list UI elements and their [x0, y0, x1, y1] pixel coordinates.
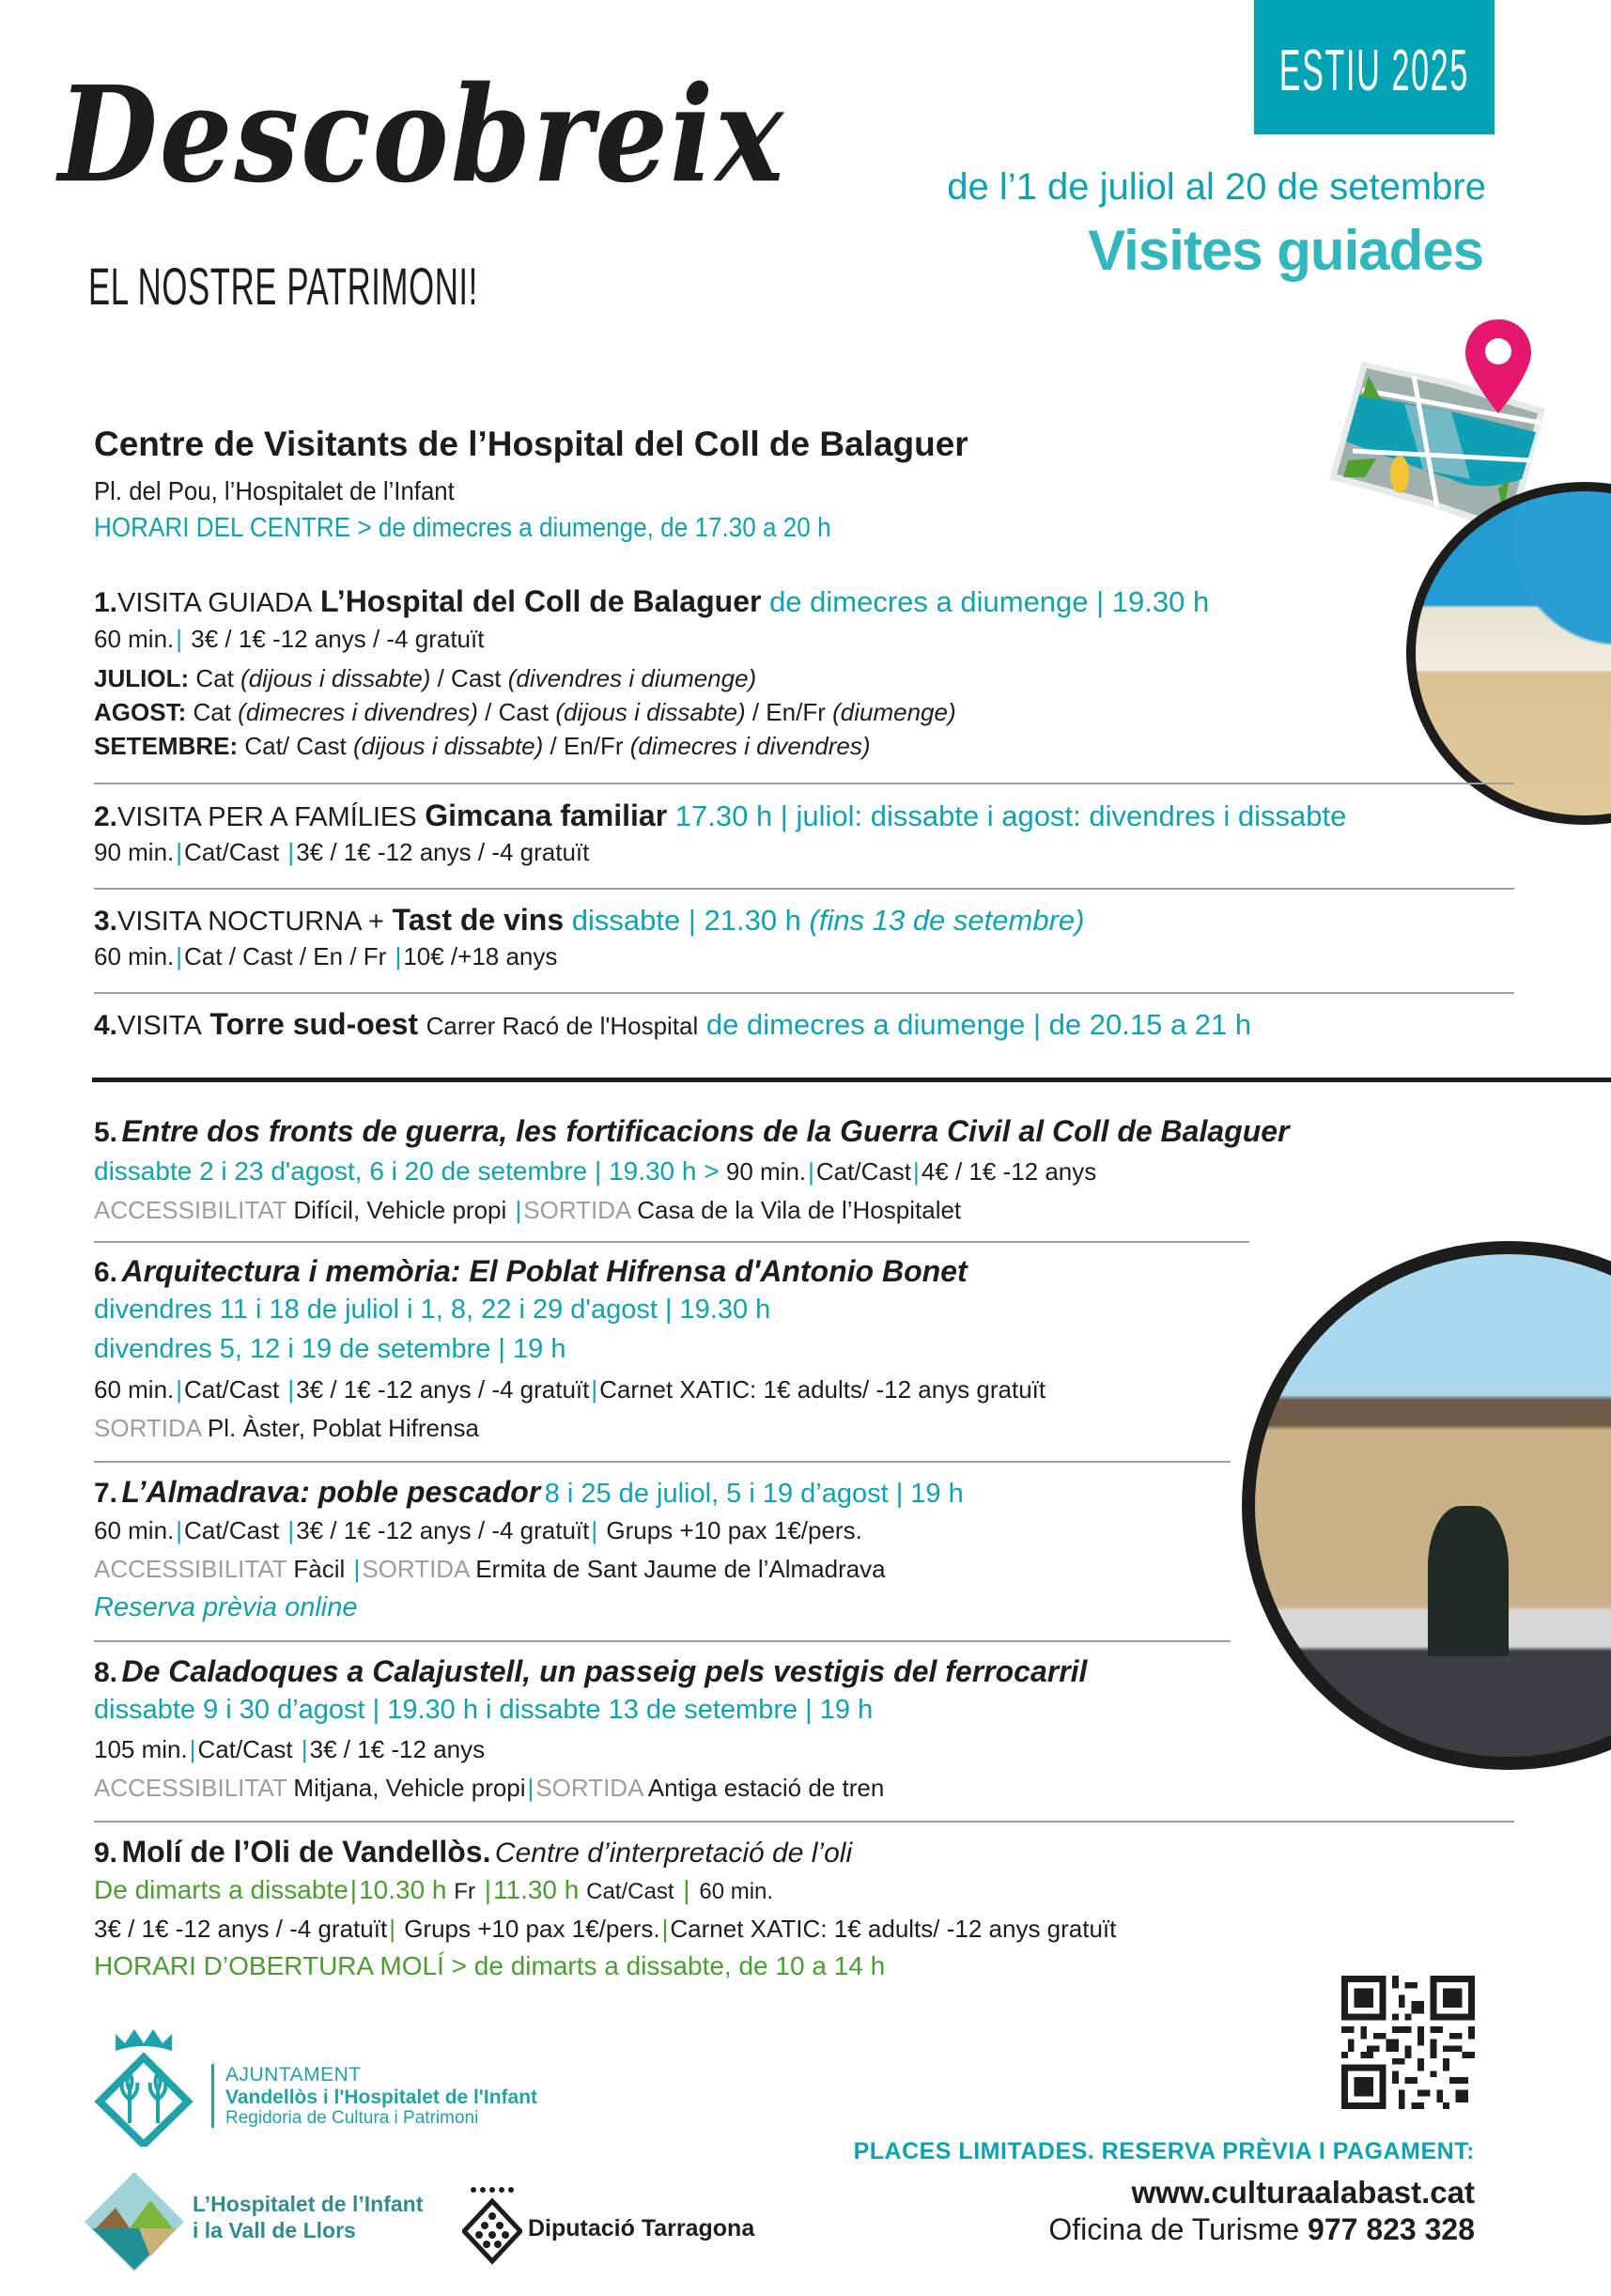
visit-price: 3€ / 1€ -12 anys / -4 gratuït	[296, 1516, 590, 1544]
visit-3-details: 60 min.|Cat / Cast / En / Fr |10€ /+18 anys	[94, 942, 558, 970]
start-label: SORTIDA	[94, 1414, 201, 1442]
visit-number: 1.	[94, 587, 118, 618]
visit-price: 3€ / 1€ -12 anys / -4 gratuït	[296, 838, 590, 866]
days: (dijous i dissabte)	[240, 664, 431, 692]
visit-price: 3€ / 1€ -12 anys / -4 gratuït	[94, 1915, 388, 1943]
ajuntament-line-2: Vandellòs i l'Hospitalet de l'Infant	[225, 2086, 538, 2108]
access-label: ACCESSIBILITAT	[94, 1774, 287, 1802]
days: (diumenge)	[832, 698, 956, 726]
visit-1-lang-september	[94, 732, 871, 761]
visit-number: 9.	[94, 1838, 118, 1869]
divider	[94, 888, 1514, 890]
visit-extra: Grups +10 pax 1€/pers.	[606, 1516, 862, 1544]
visit-days: De dimarts a dissabte	[94, 1875, 349, 1904]
visit-extra: Carnet XATIC: 1€ adults/ -12 anys gratuït	[599, 1375, 1046, 1404]
visit-duration: 60 min.	[699, 1879, 774, 1904]
visit-duration: 60 min.	[94, 625, 175, 653]
visit-5-access: ACCESSIBILITAT Difícil, Vehicle propi |SORTIDA Casa de la Vila de l’Hospitalet	[94, 1196, 962, 1224]
visit-duration: 105 min.	[94, 1735, 188, 1763]
hospitalet-logo-text	[193, 2192, 423, 2243]
visit-1-details: 60 min.| 3€ / 1€ -12 anys / -4 gratuït	[94, 625, 485, 653]
visit-8-title	[94, 1654, 1087, 1689]
section-divider	[92, 1078, 1611, 1082]
visit-lang: Cat/Cast	[197, 1735, 293, 1763]
start-label: SORTIDA	[523, 1196, 630, 1224]
visit-lang: Cat/Cast	[184, 1375, 280, 1404]
photo-moli-oli-vandellos	[1242, 1241, 1611, 1770]
divider	[94, 1640, 1231, 1642]
start-label: SORTIDA	[535, 1774, 643, 1802]
visit-time: 11.30 h	[493, 1875, 580, 1904]
visit-2-details: 90 min.|Cat/Cast |3€ / 1€ -12 anys / -4 gratuït	[94, 838, 590, 866]
visit-7-title	[94, 1475, 964, 1510]
visit-duration: 90 min.	[725, 1157, 807, 1186]
divider	[94, 1461, 1231, 1463]
lang: / En/Fr	[751, 698, 826, 726]
access-label: ACCESSIBILITAT	[94, 1196, 287, 1224]
days: (dijous i dissabte)	[555, 698, 746, 726]
access-value: Difícil, Vehicle propi	[293, 1196, 507, 1224]
divider	[94, 1241, 1249, 1243]
hospitalet-vall-llors-logo-icon	[83, 2170, 186, 2273]
visit-8-dates: dissabte 9 i 30 d’agost | 19.30 h i dissabte 13 de setembre | 19 h	[94, 1695, 874, 1725]
start-value: Antiga estació de tren	[647, 1774, 885, 1802]
start-value: Pl. Àster, Poblat Hifrensa	[207, 1414, 479, 1442]
days: (divendres i diumenge)	[507, 664, 757, 692]
start-label: SORTIDA	[362, 1555, 469, 1583]
visit-2-heading	[94, 799, 1346, 833]
ajuntament-logo-text	[211, 2064, 537, 2128]
visit-price: 4€ / 1€ -12 anys	[921, 1157, 1097, 1186]
days: (dijous i dissabte)	[352, 732, 544, 760]
hospitalet-line-1: L’Hospitalet de l’Infant	[193, 2192, 424, 2216]
lang: Cat	[195, 664, 234, 692]
visit-time: 10.30 h	[359, 1875, 447, 1904]
lang: / Cast	[485, 698, 550, 726]
page-heading: Visites guiades	[1088, 219, 1483, 282]
qr-code[interactable]	[1341, 1976, 1475, 2109]
divider	[94, 783, 1514, 784]
centre-title: Centre de Visitants de l’Hospital del Coll de Balaguer	[94, 425, 968, 463]
booking-link[interactable]: Reserva prèvia online	[94, 1592, 358, 1622]
start-value: Ermita de Sant Jaume de l’Almadrava	[475, 1555, 886, 1583]
visit-9-title	[94, 1835, 852, 1869]
visit-6-details: 60 min.|Cat/Cast |3€ / 1€ -12 anys / -4 gratuït|Carnet XATIC: 1€ adults/ -12 anys gratuït	[94, 1375, 1046, 1404]
divider	[94, 1821, 1514, 1823]
season-badge	[1254, 0, 1495, 134]
visit-6-start	[94, 1414, 479, 1443]
visit-7-details: 60 min.|Cat/Cast |3€ / 1€ -12 anys / -4 gratuït| Grups +10 pax 1€/pers.	[94, 1516, 862, 1544]
season-badge-label: ESTIU 2025	[1278, 39, 1470, 103]
visit-schedule: dissabte | 21.30 h	[571, 904, 801, 937]
visit-number: 6.	[94, 1257, 118, 1288]
visit-kind: VISITA NOCTURNA +	[117, 907, 384, 937]
office-label: Oficina de Turisme	[1048, 2212, 1300, 2246]
visit-lang: Fr	[454, 1879, 475, 1904]
tourism-office	[1048, 2212, 1475, 2247]
visit-8-details: 105 min.|Cat/Cast |3€ / 1€ -12 anys	[94, 1735, 486, 1763]
visit-1-lang-august	[94, 698, 956, 727]
month-label: AGOST:	[94, 698, 187, 726]
visit-kind: VISITA PER A FAMÍLIES	[117, 802, 417, 832]
access-value: Mitjana, Vehicle propi	[293, 1774, 526, 1802]
office-phone[interactable]: 977 823 328	[1308, 2212, 1475, 2246]
visit-1-heading	[94, 584, 1209, 619]
lang: Cat/ Cast	[244, 732, 347, 760]
visit-3-heading	[94, 903, 1084, 938]
visit-name: Gimcana familiar	[425, 799, 668, 832]
visit-duration: 60 min.	[94, 942, 175, 970]
month-label: JULIOL:	[94, 664, 190, 692]
visit-duration: 90 min.	[94, 838, 175, 866]
booking-notice: PLACES LIMITADES. RESERVA PRÈVIA I PAGAMENT:	[853, 2138, 1475, 2164]
visit-duration: 60 min.	[94, 1516, 175, 1544]
visit-8-access: ACCESSIBILITAT Mitjana, Vehicle propi|SORTIDA Antiga estació de tren	[94, 1774, 885, 1802]
visit-lang: Cat/Cast	[184, 1516, 280, 1544]
visit-1-lang-july	[94, 664, 756, 693]
visit-6-dates-1: divendres 11 i 18 de juliol i 1, 8, 22 i 29 d'agost | 19.30 h	[94, 1295, 771, 1325]
visit-kind: VISITA GUIADA	[117, 588, 313, 618]
visit-lang: Cat/Cast	[815, 1157, 912, 1186]
diputacio-tarragona-logo-icon	[462, 2184, 522, 2269]
visit-number: 4.	[94, 1010, 118, 1041]
visit-number: 5.	[94, 1117, 118, 1148]
visit-kind: VISITA	[117, 1011, 202, 1041]
visit-6-title	[94, 1254, 968, 1289]
start-value: Casa de la Vila de l’Hospitalet	[637, 1196, 962, 1224]
hospitalet-line-2: i la Vall de Llors	[193, 2217, 356, 2242]
centre-address: Pl. del Pou, l’Hospitalet de l’Infant	[94, 476, 455, 505]
visit-dates: 8 i 25 de juliol, 5 i 19 d’agost | 19 h	[544, 1479, 964, 1509]
visit-9-details: 3€ / 1€ -12 anys / -4 gratuït| Grups +10 pax 1€/pers.|Carnet XATIC: 1€ adults/ -12 anys gratuït	[94, 1915, 1117, 1943]
month-label: SETEMBRE:	[94, 732, 239, 760]
visit-lang: Cat / Cast / En / Fr	[184, 942, 387, 970]
divider	[94, 992, 1514, 994]
visit-name: Torre sud-oest	[209, 1007, 419, 1041]
visit-groups: Grups +10 pax 1€/pers.	[404, 1915, 660, 1943]
ajuntament-crest-icon	[92, 2025, 195, 2147]
visit-schedule: de dimecres a diumenge | 19.30 h	[769, 585, 1210, 618]
visit-number: 8.	[94, 1657, 118, 1688]
days: (dimecres i divendres)	[238, 698, 478, 726]
visit-dates: dissabte 2 i 23 d'agost, 6 i 20 de setembre | 19.30 h >	[94, 1156, 720, 1186]
visit-price: 10€ /+18 anys	[403, 942, 558, 970]
lang: Cat	[193, 698, 231, 726]
visit-price: 3€ / 1€ -12 anys / -4 gratuït	[296, 1375, 590, 1404]
visit-lang: Cat/Cast	[184, 838, 280, 866]
lang: / En/Fr	[550, 732, 624, 760]
visit-title: Arquitectura i memòria: El Poblat Hifrensa d'Antonio Bonet	[121, 1254, 968, 1288]
website-link[interactable]: www.culturaalabast.cat	[1131, 2175, 1475, 2210]
visit-extra: Carnet XATIC: 1€ adults/ -12 anys gratuït	[670, 1915, 1117, 1943]
visit-price: 3€ / 1€ -12 anys	[309, 1735, 486, 1763]
ajuntament-line-1: AJUNTAMENT	[225, 2064, 362, 2086]
visit-location: Carrer Racó de l'Hospital	[426, 1012, 699, 1040]
visit-7-access: ACCESSIBILITAT Fàcil |SORTIDA Ermita de Sant Jaume de l’Almadrava	[94, 1555, 886, 1583]
visit-4-heading	[94, 1007, 1251, 1042]
visit-6-dates-2: divendres 5, 12 i 19 de setembre | 19 h	[94, 1334, 566, 1364]
access-label: ACCESSIBILITAT	[94, 1555, 287, 1583]
visit-price: 3€ / 1€ -12 anys / -4 gratuït	[191, 625, 485, 653]
visit-schedule: de dimecres a diumenge | de 20.15 a 21 h	[705, 1008, 1252, 1041]
diputacio-logo-text: Diputació Tarragona	[528, 2215, 755, 2242]
visit-subtitle: Centre d’interpretació de l’oli	[494, 1838, 853, 1869]
visit-duration: 60 min.	[94, 1375, 175, 1404]
visit-name: Molí de l’Oli de Vandellòs.	[121, 1835, 491, 1869]
visit-9-hours: HORARI D’OBERTURA MOLÍ > de dimarts a dissabte, de 10 a 14 h	[94, 1951, 886, 1980]
lang: / Cast	[437, 664, 502, 692]
ajuntament-line-3: Regidoria de Cultura i Patrimoni	[225, 2108, 479, 2129]
visit-name: Tast de vins	[392, 903, 565, 937]
visit-5-title	[94, 1114, 1289, 1149]
date-range: de l’1 de juliol al 20 de setembre	[947, 166, 1486, 208]
visit-lang: Cat/Cast	[586, 1879, 674, 1904]
days: (dimecres i divendres)	[629, 732, 871, 760]
visit-5-dates: dissabte 2 i 23 d'agost, 6 i 20 de setembre | 19.30 h > 90 min.|Cat/Cast|4€ / 1€ -12 anys	[94, 1156, 1097, 1186]
visit-title: L’Almadrava: poble pescador	[121, 1475, 541, 1509]
page-subtitle: EL NOSTRE PATRIMONI!	[88, 256, 478, 316]
page-script-title: Descobreix	[58, 56, 786, 212]
visit-number: 3.	[94, 906, 118, 937]
visit-number: 7.	[94, 1478, 118, 1509]
visit-title: De Caladoques a Calajustell, un passeig pels vestigis del ferrocarril	[121, 1654, 1088, 1688]
visit-number: 2.	[94, 801, 118, 832]
access-value: Fàcil	[293, 1555, 346, 1583]
centre-hours: HORARI DEL CENTRE > de dimecres a diumenge, de 17.30 a 20 h	[94, 513, 831, 543]
visit-schedule: 17.30 h | juliol: dissabte i agost: divendres i dissabte	[674, 799, 1347, 832]
visit-name: L’Hospital del Coll de Balaguer	[320, 584, 762, 618]
visit-title: Entre dos fronts de guerra, les fortificacions de la Guerra Civil al Coll de Balaguer	[121, 1114, 1290, 1148]
visit-note: (fins 13 de setembre)	[809, 904, 1085, 937]
visit-9-schedule: De dimarts a dissabte|10.30 h Fr |11.30 h Cat/Cast | 60 min.	[94, 1875, 774, 1904]
